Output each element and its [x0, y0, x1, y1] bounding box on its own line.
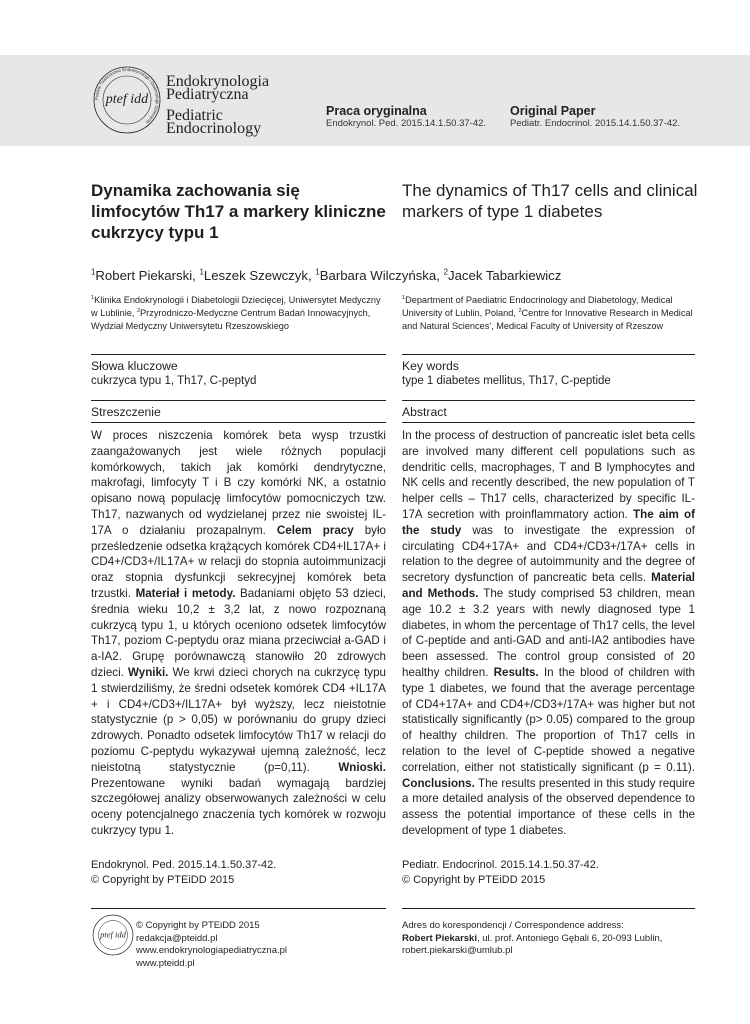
journal-title-line: Endokrynologia — [166, 73, 270, 90]
affiliations-pl: $^1$Klinika Endokrynologii i Diabetologii Dziecięcej, Uniwersytet Medyczny w Lublinie, $^2$Przyrodniczo-Medyczne Centrum Badań Innowacyjnych, Wydział Medyczny Uniwersytetu Rzeszowskiego — [91, 294, 381, 331]
divider — [91, 400, 386, 401]
paper-citation-en: Pediatr. Endocrinol. 2015.14.1.50.37-42. — [510, 118, 681, 129]
footer-logo-initials: ptef idd — [100, 929, 126, 940]
citation-en-line: Pediatr. Endocrinol. 2015.14.1.50.37-42. — [402, 859, 599, 871]
paper-citation-pl: Endokrynol. Ped. 2015.14.1.50.37-42. — [326, 118, 487, 129]
citation-en-copyright: © Copyright by PTEiDD 2015 — [402, 874, 546, 886]
divider — [91, 422, 386, 423]
journal-logo — [91, 64, 163, 136]
affiliations-en: $^1$Department of Paediatric Endocrinology and Diabetology, Medical University of Lublin, Poland, $^2$Centre for Innovative Research in Medical and Natural Sciences', Medical Faculty of University of Rzeszow — [402, 294, 693, 331]
abstract-en-body: In the process of destruction of pancreatic islet beta cells are involved many different cell populations such as dendritic cells, macrophages, T and B lymphocytes and NK cells and recently described, the new population of T helper cells – Th17 cells, characterized by specific IL-17A secretion with proinflammatory action. The aim of the study was to investigate the expression of circulating CD4+17A+ and CD4+/CD3+/17A+ cells in relation to the degree of autoimmunity and the degree of secretory dysfunction of pancreatic beta cells. Material and Methods. The study comprised 53 children, mean age 10.2 ± 3.2 years with newly diagnosed type 1 diabetes, in whom the percentage of Th17 cells, the level of C-peptide and anti-GAD and anti-IA2 antibodies have been assessed. The control group consisted of 20 healthy children. Results. In the blood of children with type 1 diabetes, we found that the average percentage of CD4+17A+ and CD4+/CD3+/17A+ was higher but not statistically significantly (p> 0.05) compared to the group of healthy children. The proportion of Th17 cells in relation to the level of C-peptide showed a negative correlation, either not statistically significant (p = 0.11). Conclusions. The results presented in this study require a more detailed analysis of the observed dependence to assess the potential importance of these cells in the development of type 1 diabetes. — [402, 429, 696, 837]
correspondence-email-link[interactable]: robert.piekarski@umlub.pl — [402, 945, 513, 956]
keywords-pl-text: cukrzyca typu 1, Th17, C-peptyd — [91, 375, 257, 387]
footer-copyright: © Copyright by PTEiDD 2015 — [136, 920, 260, 931]
divider — [402, 400, 695, 401]
citation-pl-copyright: © Copyright by PTEiDD 2015 — [91, 874, 235, 886]
keywords-pl-heading: Słowa kluczowe — [91, 359, 178, 373]
divider — [91, 354, 386, 355]
divider — [402, 354, 695, 355]
logo-initials: ptef idd — [105, 92, 149, 107]
authors — [91, 268, 691, 284]
author: $^1$Leszek Szewczyk, — [199, 267, 316, 283]
author: $^1$Barbara Wilczyńska, — [315, 267, 444, 283]
footer-society-link[interactable]: www.pteidd.pl — [136, 957, 195, 969]
correspondence — [402, 920, 662, 958]
correspondence-label: Adres do korespondencji / Correspondence address: — [402, 920, 624, 931]
paper-type-pl — [326, 104, 486, 130]
citation-en — [402, 858, 599, 888]
footer-website-link[interactable]: www.endokrynologiapediatryczna.pl — [136, 945, 288, 956]
journal-title-line: Pediatryczna — [166, 86, 249, 103]
title-pl: Dynamika zachowania się limfocytów Th17 a markery kliniczne cukrzycy typu 1 — [91, 181, 386, 242]
footer-logo — [91, 913, 135, 957]
paper-type-en-label: Original Paper — [510, 104, 596, 118]
keywords-pl — [91, 359, 386, 389]
divider — [402, 422, 695, 423]
keywords-en-text: type 1 diabetes mellitus, Th17, C-peptide — [402, 375, 611, 387]
citation-pl — [91, 858, 276, 888]
journal-title-line: Endocrinology — [166, 120, 262, 137]
footer-contact — [136, 920, 287, 970]
abstract-pl-heading: Streszczenie — [91, 405, 161, 419]
keywords-en-heading: Key words — [402, 359, 459, 373]
journal-title-line: Pediatric — [166, 107, 223, 124]
paper-type-en — [510, 104, 680, 130]
citation-pl-line: Endokrynol. Ped. 2015.14.1.50.37-42. — [91, 859, 277, 871]
divider — [91, 908, 386, 909]
author: $^1$Robert Piekarski, — [91, 267, 200, 283]
footer-email-link[interactable]: redakcja@pteidd.pl — [136, 932, 218, 944]
abstract-pl-body: W proces niszczenia komórek beta wysp trzustki zaangażowanych jest wiele różnych populacji komórkowych, takich jak komórki dendrytyczne, makrofagi, limfocyty T i B czy komórki NK, a ostatnio opisano nową populację limfocytów pomocniczych tzw. Th17, nazwanych od wydzielanej przez nie swoistej IL-17A o działaniu prozapalnym. Celem pracy było prześledzenie odsetka krążących komórek CD4+IL17A+ i CD4+/CD3+/IL17A+ w relacji do stopnia autoimmunizacji oraz stopnia dysfunkcji sekrecyjnej komórek beta trzustki. Materiał i metody. Badaniami objęto 53 dzieci, średnia wieku 10,2 ± 3,2 lat, z nowo rozpoznaną cukrzycą typu 1, u których oceniono odsetek limfocytów Th17, poziom C-peptydu oraz miana przeciwciał a-GAD i a-IA2. Grupę porównawczą stanowiło 20 zdrowych dzieci. Wyniki. We krwi dzieci chorych na cukrzycę typu 1 stwierdziliśmy, że średni odsetek komórek CD4 +IL17A + i CD4+/CD3+/IL17A+ był wyższy, lecz nieistotnie statystycznie (p > 0,05) w porównaniu do grupy dzieci zdrowych. Ponadto odsetek limfocytów Th17 w relacji do poziomu C-peptydu wykazywał ujemną zależność, lecz nieistotną statystycznie (p=0,11). Wnioski. Prezentowane wyniki badań wymagają bardziej szczegółowej analizy obserwowanych zależności w celu oceny potencjalnego znaczenia tych komórek w rozwoju cukrzycy typu 1. — [91, 429, 386, 837]
paper-type-pl-label: Praca oryginalna — [326, 104, 427, 118]
title-en: The dynamics of Th17 cells and clinical markers of type 1 diabetes — [402, 181, 698, 221]
author: $^2$Jacek Tabarkiewicz — [443, 267, 562, 283]
abstract-en-heading: Abstract — [402, 405, 447, 419]
correspondence-address: Robert Piekarski, ul. prof. Antoniego Gębali 6, 20-093 Lublin, — [402, 932, 663, 944]
keywords-en — [402, 359, 695, 389]
divider — [402, 908, 695, 909]
logo-ring-text: Polskie Towarzystwo Endokrynologii i Diabetologii Dziecięcej — [93, 66, 161, 126]
journal-title — [166, 75, 269, 135]
